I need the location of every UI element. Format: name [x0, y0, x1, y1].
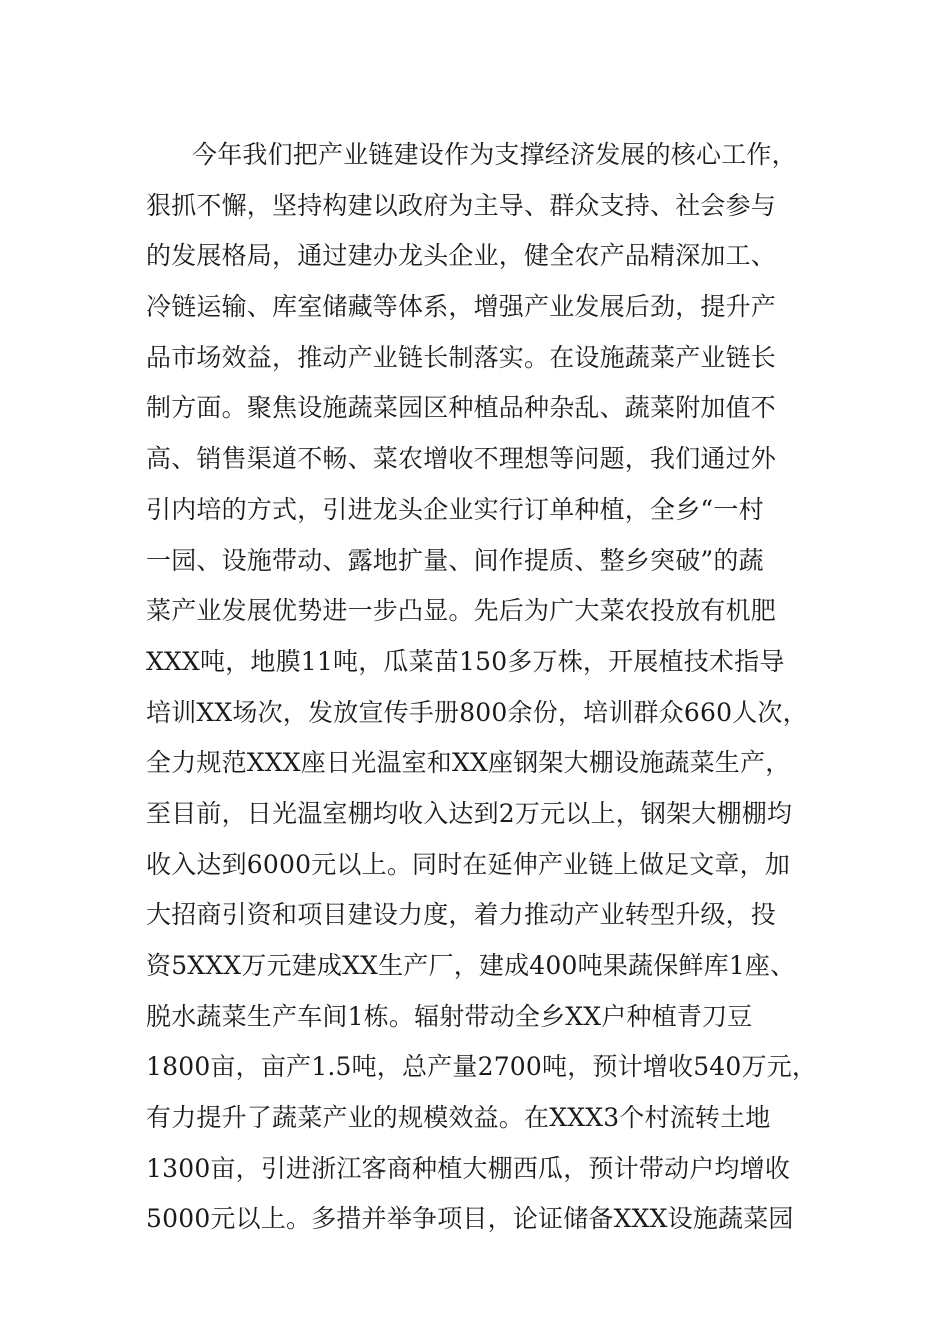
text-line: 有力提升了蔬菜产业的规模效益。在XXX3个村流转土地: [146, 1103, 771, 1133]
text-line: 引内培的方式，引进龙头企业实行订单种植，全乡“一村: [146, 494, 764, 524]
text-line: 1800亩，亩产1.5吨，总产量2700吨，预计增收540万元，: [146, 1052, 818, 1082]
text-line: 狠抓不懈，坚持构建以政府为主导、群众支持、社会参与: [146, 190, 777, 220]
text-line: XXX吨，地膜11吨，瓜菜苗150多万株，开展植技术指导: [146, 646, 785, 676]
text-line: 至目前，日光温室棚均收入达到2万元以上，钢架大棚棚均: [146, 798, 793, 828]
text-line: 制方面。聚焦设施蔬菜园区种植品种杂乱、蔬菜附加值不: [146, 393, 777, 423]
text-line: 资5XXX万元建成XX生产厂，建成400吨果蔬保鲜库1座、: [146, 951, 796, 980]
text-line: 脱水蔬菜生产车间1栋。辐射带动全乡XX户种植青刀豆: [146, 1001, 753, 1031]
text-line: 高、销售渠道不畅、菜农增收不理想等问题，我们通过外: [146, 444, 777, 474]
text-line: 培训XX场次，发放宣传手册800余份，培训群众660人次，: [146, 697, 808, 727]
text-line: 的发展格局，通过建办龙头企业，健全农产品精深加工、: [146, 241, 777, 271]
text-line: 大招商引资和项目建设力度，着力推动产业转型升级，投: [146, 900, 777, 930]
text-line: 5000元以上。多措并举争项目，论证储备XXX设施蔬菜园: [146, 1204, 794, 1234]
text-line: 菜产业发展优势进一步凸显。先后为广大菜农投放有机肥: [146, 596, 777, 626]
text-line: 全力规范XXX座日光温室和XX座钢架大棚设施蔬菜生产，: [146, 748, 791, 778]
text-line: 今年我们把产业链建设作为支撑经济发展的核心工作，: [192, 140, 797, 169]
text-line: 收入达到6000元以上。同时在延伸产业链上做足文章，加: [146, 849, 791, 879]
body-paragraph: [146, 130, 816, 1245]
text-line: 冷链运输、库室储藏等体系，增强产业发展后劲，提升产: [146, 292, 777, 322]
text-line: 品市场效益，推动产业链长制落实。在设施蔬菜产业链长: [146, 342, 777, 372]
text-line: 1300亩，引进浙江客商种植大棚西瓜，预计带动户均增收: [146, 1153, 791, 1183]
text-line: 一园、设施带动、露地扩量、间作提质、整乡突破”的蔬: [146, 545, 764, 575]
